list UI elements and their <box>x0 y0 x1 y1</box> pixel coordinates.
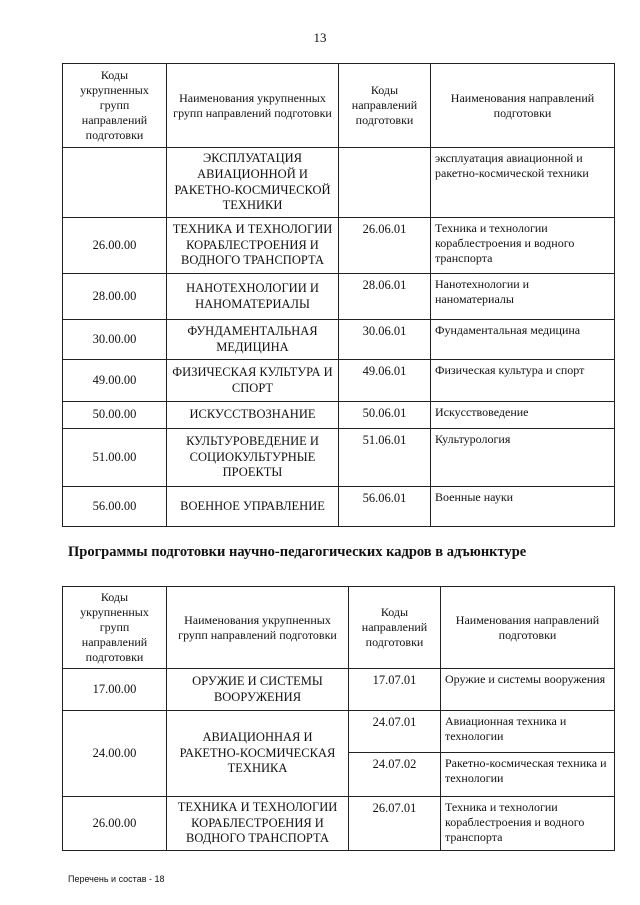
direction-name: Ракетно-космическая техника и технологии <box>441 753 615 797</box>
direction-code: 26.06.01 <box>339 218 431 274</box>
table-row <box>63 218 615 274</box>
page-number: 13 <box>313 30 327 45</box>
group-code: 56.00.00 <box>63 487 167 527</box>
direction-name: Искусствоведение <box>431 402 615 429</box>
table-header-row <box>63 64 615 148</box>
header-direction-name: Наименования направлений подготовки <box>441 587 615 669</box>
group-name: ФУНДАМЕНТАЛЬНАЯ МЕДИЦИНА <box>167 320 339 360</box>
table-row <box>63 274 615 320</box>
direction-name: Нанотехнологии и наноматериалы <box>431 274 615 320</box>
group-code: 50.00.00 <box>63 402 167 429</box>
group-name: ФИЗИЧЕСКАЯ КУЛЬТУРА И СПОРТ <box>167 360 339 402</box>
group-name: ОРУЖИЕ И СИСТЕМЫ ВООРУЖЕНИЯ <box>167 669 349 711</box>
direction-name: Военные науки <box>431 487 615 527</box>
group-code: 49.00.00 <box>63 360 167 402</box>
direction-name: эксплуатация авиационной и ракетно-космической техники <box>431 148 615 218</box>
direction-code <box>339 148 431 218</box>
direction-code: 49.06.01 <box>339 360 431 402</box>
group-code: 17.00.00 <box>63 669 167 711</box>
header-group-name: Наименования укрупненных групп направлений подготовки <box>167 587 349 669</box>
direction-code: 50.06.01 <box>339 402 431 429</box>
directions-table-1 <box>62 63 615 527</box>
table-header-row <box>63 587 615 669</box>
table-row <box>63 320 615 360</box>
direction-name: Культурология <box>431 429 615 487</box>
direction-name: Авиационная техника и технологии <box>441 711 615 753</box>
directions-table-2 <box>62 586 615 851</box>
table-row <box>63 148 615 218</box>
group-name: ВОЕННОЕ УПРАВЛЕНИЕ <box>167 487 339 527</box>
group-name: ИСКУССТВОЗНАНИЕ <box>167 402 339 429</box>
direction-name: Физическая культура и спорт <box>431 360 615 402</box>
group-code: 28.00.00 <box>63 274 167 320</box>
group-name: ТЕХНИКА И ТЕХНОЛОГИИ КОРАБЛЕСТРОЕНИЯ И ВОДНОГО ТРАНСПОРТА <box>167 797 349 851</box>
group-name: ТЕХНИКА И ТЕХНОЛОГИИ КОРАБЛЕСТРОЕНИЯ И ВОДНОГО ТРАНСПОРТА <box>167 218 339 274</box>
header-group-code: Коды укрупненных групп направлений подготовки <box>63 64 167 148</box>
direction-name: Фундаментальная медицина <box>431 320 615 360</box>
direction-code: 30.06.01 <box>339 320 431 360</box>
group-code: 26.00.00 <box>63 218 167 274</box>
direction-code: 24.07.02 <box>349 753 441 797</box>
direction-code: 26.07.01 <box>349 797 441 851</box>
direction-code: 28.06.01 <box>339 274 431 320</box>
direction-code: 24.07.01 <box>349 711 441 753</box>
table-row <box>63 429 615 487</box>
header-group-name: Наименования укрупненных групп направлений подготовки <box>167 64 339 148</box>
header-direction-code: Коды направлений подготовки <box>339 64 431 148</box>
table-row <box>63 487 615 527</box>
direction-name: Техника и технологии кораблестроения и водного транспорта <box>431 218 615 274</box>
direction-code: 56.06.01 <box>339 487 431 527</box>
group-name: НАНОТЕХНОЛОГИИ И НАНОМАТЕРИАЛЫ <box>167 274 339 320</box>
group-code: 51.00.00 <box>63 429 167 487</box>
group-code <box>63 148 167 218</box>
direction-name: Оружие и системы вооружения <box>441 669 615 711</box>
header-direction-name: Наименования направлений подготовки <box>431 64 615 148</box>
group-name: АВИАЦИОННАЯ И РАКЕТНО-КОСМИЧЕСКАЯ ТЕХНИКА <box>167 711 349 797</box>
section-title: Программы подготовки научно-педагогических кадров в адъюнктуре <box>68 544 527 560</box>
group-name: ЭКСПЛУАТАЦИЯ АВИАЦИОННОЙ И РАКЕТНО-КОСМИЧЕСКОЙ ТЕХНИКИ <box>167 148 339 218</box>
group-name: КУЛЬТУРОВЕДЕНИЕ И СОЦИОКУЛЬТУРНЫЕ ПРОЕКТЫ <box>167 429 339 487</box>
group-code: 26.00.00 <box>63 797 167 851</box>
header-direction-code: Коды направлений подготовки <box>349 587 441 669</box>
table-row <box>63 797 615 851</box>
direction-code: 17.07.01 <box>349 669 441 711</box>
table-row <box>63 669 615 711</box>
direction-name: Техника и технологии кораблестроения и водного транспорта <box>441 797 615 851</box>
table-row <box>63 360 615 402</box>
table-row <box>63 402 615 429</box>
footer-text: Перечень и состав - 18 <box>68 874 165 884</box>
table-row <box>63 711 615 753</box>
group-code: 24.00.00 <box>63 711 167 797</box>
header-group-code: Коды укрупненных групп направлений подготовки <box>63 587 167 669</box>
direction-code: 51.06.01 <box>339 429 431 487</box>
group-code: 30.00.00 <box>63 320 167 360</box>
